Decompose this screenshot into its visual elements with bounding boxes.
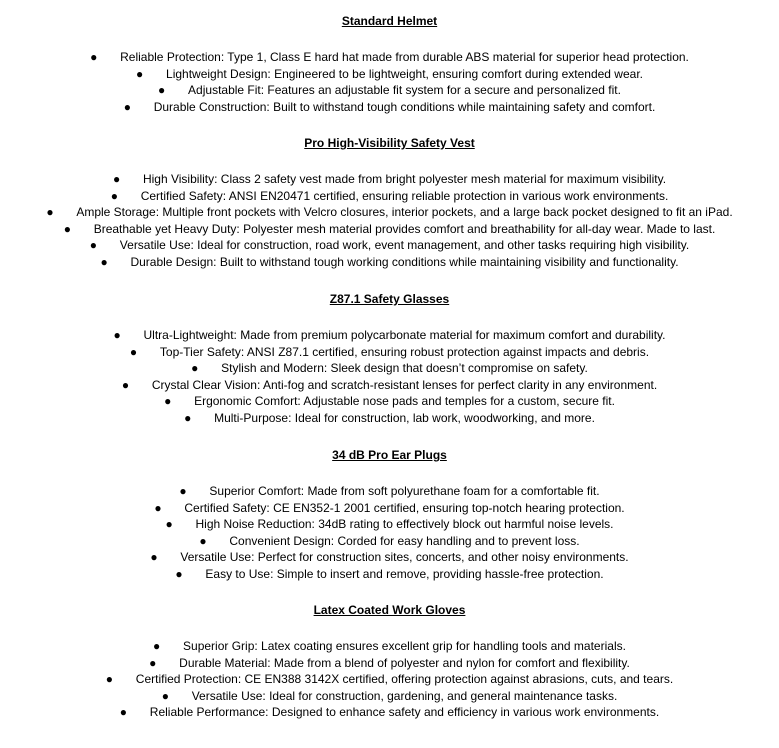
list-item-text: Ultra-Lightweight: Made from premium polycarbonate material for maximum comfort and durability.	[143, 328, 666, 342]
bullet-icon: ●	[191, 361, 199, 376]
list-item-text: Top-Tier Safety: ANSI Z87.1 certified, ensuring robust protection against impacts and debris.	[159, 344, 650, 359]
bullet-icon: ●	[153, 639, 161, 653]
list-item	[0, 549, 779, 566]
list-item-text: Crystal Clear Vision: Anti-fog and scratch-resistant lenses for perfect clarity in any environment.	[151, 377, 658, 392]
list-item	[0, 655, 779, 672]
list-item-text: Multi-Purpose: Ideal for construction, lab work, woodworking, and more.	[214, 410, 595, 425]
list-item-text: Certified Safety: CE EN352-1 2001 certified, ensuring top-notch hearing protection.	[184, 500, 625, 515]
section-heading: Latex Coated Work Gloves	[313, 603, 466, 617]
list-item-text: Breathable yet Heavy Duty: Polyester mesh material provides comfort and breathability for all-day wear. Made to last.	[93, 221, 716, 236]
list-item-text: Certified Safety: ANSI EN20471 certified, ensuring reliable protection in various work environments.	[140, 188, 669, 203]
bullet-icon: ●	[154, 500, 162, 515]
bullet-icon: ●	[150, 550, 158, 565]
list-item	[0, 344, 779, 361]
bullet-icon: ●	[119, 705, 128, 720]
list-item-text: Durable Design: Built to withstand tough working conditions while maintaining visibility and functionality.	[130, 254, 679, 269]
list-item	[0, 566, 779, 583]
product-section	[0, 135, 779, 271]
list-item	[0, 49, 779, 66]
bullet-icon: ●	[184, 410, 192, 425]
section-heading: 34 dB Pro Ear Plugs	[332, 448, 447, 462]
bullet-icon: ●	[199, 533, 207, 548]
bullet-icon: ●	[165, 517, 173, 532]
list-item	[0, 500, 779, 517]
bullet-icon: ●	[129, 344, 138, 359]
list-item-text: Convenient Design: Corded for easy handling and to prevent loss.	[229, 533, 580, 548]
list-item-text: Adjustable Fit: Features an adjustable fit system for a secure and personalized fit.	[188, 83, 621, 98]
list-item	[0, 237, 779, 254]
bullet-icon: ●	[136, 66, 144, 81]
bullet-icon: ●	[46, 205, 54, 220]
list-item	[0, 410, 779, 427]
bullet-icon: ●	[123, 99, 131, 114]
bullet-icon: ●	[112, 172, 121, 186]
list-item	[0, 671, 779, 688]
list-item-text: Reliable Performance: Designed to enhance safety and efficiency in various work environments.	[149, 705, 660, 720]
product-section	[0, 602, 779, 721]
list-item	[0, 638, 779, 655]
bullet-icon: ●	[89, 238, 98, 253]
product-section	[0, 13, 779, 115]
list-item-text: Lightweight Design: Engineered to be lightweight, ensuring comfort during extended wear.	[166, 66, 643, 81]
list-item	[0, 188, 779, 205]
list-item	[0, 221, 779, 238]
list-item	[0, 99, 779, 116]
list-item-text: High Visibility: Class 2 safety vest made from bright polyester mesh material for maximum visibility.	[142, 172, 667, 186]
list-item-text: Reliable Protection: Type 1, Class E hard hat made from durable ABS material for superior head protection.	[120, 50, 689, 64]
list-item	[0, 533, 779, 550]
list-item	[0, 254, 779, 271]
list-item-text: Versatile Use: Ideal for construction, gardening, and general maintenance tasks.	[191, 688, 618, 703]
list-item	[0, 377, 779, 394]
feature-list	[0, 171, 779, 271]
bullet-icon: ●	[113, 328, 121, 342]
bullet-icon: ●	[110, 188, 118, 203]
bullet-icon: ●	[149, 655, 157, 670]
bullet-icon: ●	[105, 672, 114, 687]
list-item	[0, 327, 779, 344]
list-item	[0, 688, 779, 705]
feature-list	[0, 327, 779, 427]
product-section	[0, 447, 779, 583]
feature-list	[0, 483, 779, 583]
list-item	[0, 516, 779, 533]
list-item	[0, 66, 779, 83]
bullet-icon: ●	[179, 484, 187, 498]
list-item	[0, 393, 779, 410]
list-item-text: Versatile Use: Ideal for construction, road work, event management, and other tasks requiring high visibility.	[119, 238, 690, 253]
list-item-text: High Noise Reduction: 34dB rating to effectively block out harmful noise levels.	[195, 517, 614, 532]
list-item	[0, 704, 779, 721]
section-heading: Standard Helmet	[341, 14, 438, 28]
list-item-text: Superior Comfort: Made from soft polyurethane foam for a comfortable fit.	[209, 484, 600, 498]
list-item	[0, 360, 779, 377]
list-item-text: Ergonomic Comfort: Adjustable nose pads and temples for a custom, secure fit.	[194, 394, 615, 409]
list-item	[0, 483, 779, 500]
bullet-icon: ●	[164, 394, 172, 409]
bullet-icon: ●	[158, 83, 166, 98]
bullet-icon: ●	[161, 688, 169, 703]
bullet-icon: ●	[63, 221, 71, 236]
list-item-text: Certified Protection: CE EN388 3142X certified, offering protection against abrasions, cuts, and tears.	[135, 672, 674, 687]
feature-list	[0, 638, 779, 721]
section-heading: Z87.1 Safety Glasses	[329, 292, 450, 306]
bullet-icon: ●	[175, 566, 183, 581]
product-section	[0, 291, 779, 427]
list-item-text: Easy to Use: Simple to insert and remove, providing hassle-free protection.	[205, 566, 604, 581]
list-item-text: Superior Grip: Latex coating ensures excellent grip for handling tools and materials.	[183, 639, 626, 653]
list-item	[0, 82, 779, 99]
list-item-text: Stylish and Modern: Sleek design that doesn’t compromise on safety.	[221, 361, 588, 376]
list-item-text: Durable Material: Made from a blend of polyester and nylon for comfort and flexibility.	[179, 655, 630, 670]
feature-list	[0, 49, 779, 115]
list-item-text: Ample Storage: Multiple front pockets with Velcro closures, interior pockets, and a large back pocket designed to fit an iPad.	[76, 205, 733, 220]
bullet-icon: ●	[90, 50, 98, 64]
section-heading: Pro High-Visibility Safety Vest	[304, 136, 475, 150]
list-item	[0, 171, 779, 188]
bullet-icon: ●	[100, 254, 108, 269]
list-item-text: Durable Construction: Built to withstand tough conditions while maintaining safety and comfort.	[153, 99, 656, 114]
list-item	[0, 204, 779, 221]
bullet-icon: ●	[121, 377, 130, 392]
list-item-text: Versatile Use: Perfect for construction sites, concerts, and other noisy environments.	[180, 550, 629, 565]
